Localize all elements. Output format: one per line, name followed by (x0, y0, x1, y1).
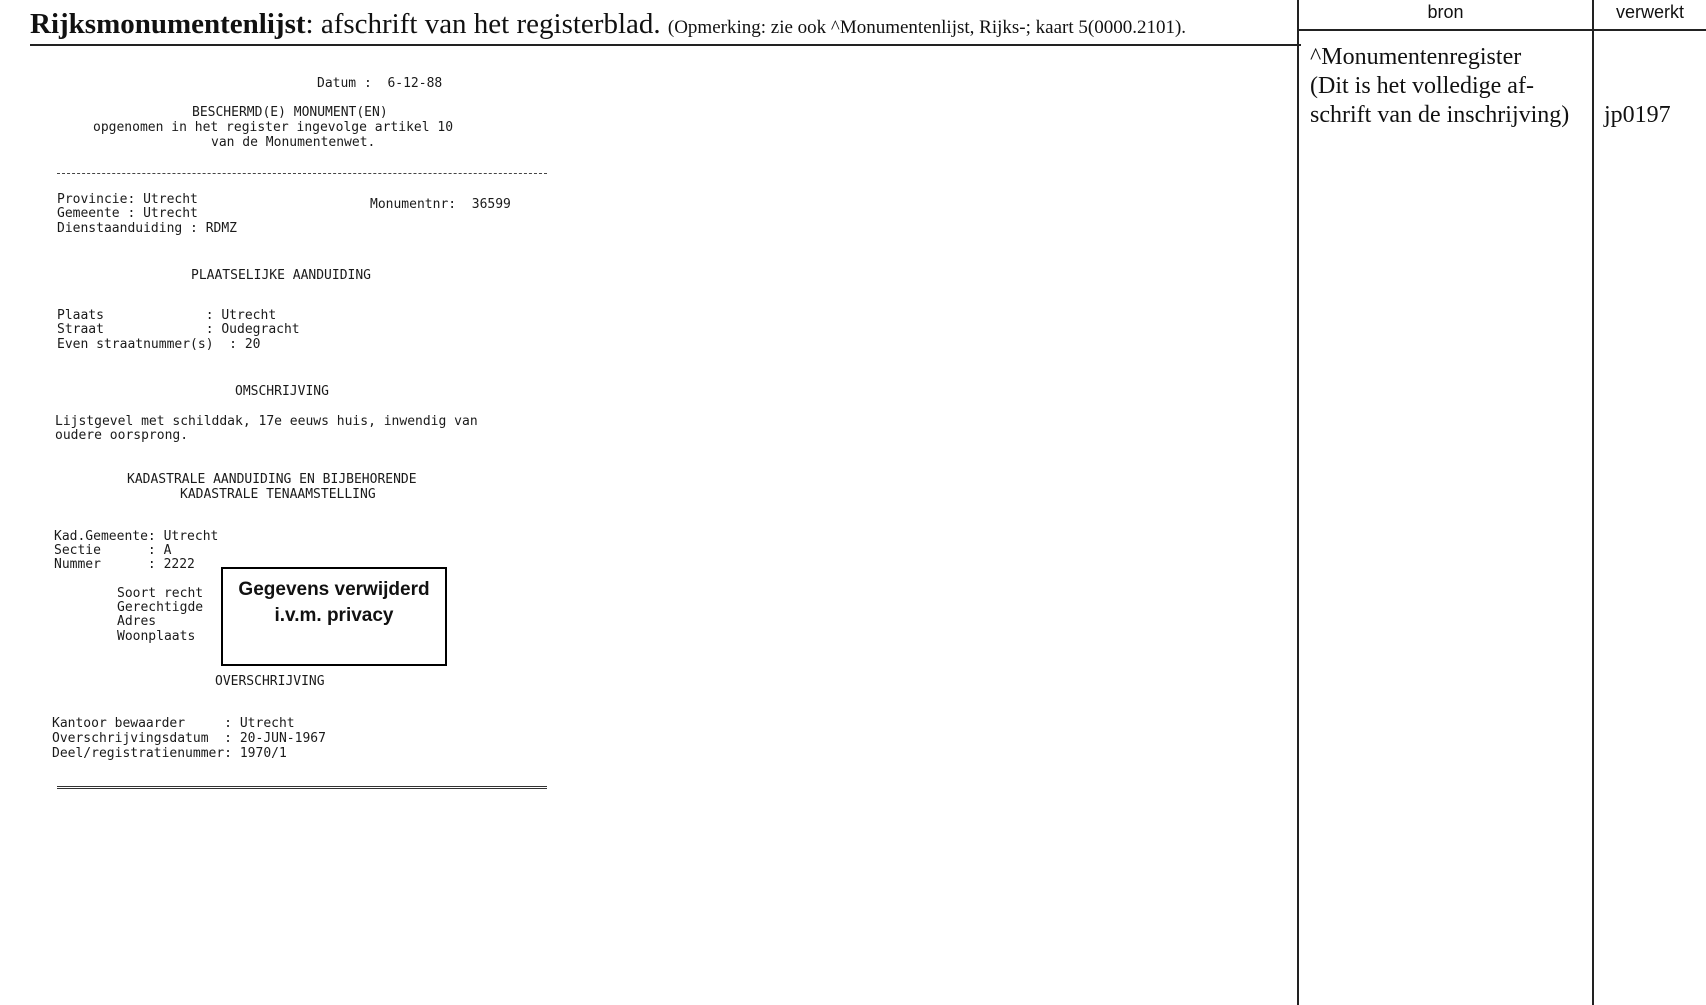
omschrijving-line-1: Lijstgevel met schilddak, 17e eeuws huis, inwendig van (55, 414, 478, 429)
kantoor-bewaarder-field: Kantoor bewaarder : Utrecht (52, 716, 295, 731)
double-separator (57, 786, 547, 789)
title-note: (Opmerking: zie ook ^Monumentenlijst, Rijks-; kaart 5(0000.2101). (667, 17, 1187, 38)
adres-label: Adres (117, 614, 157, 629)
plaats-field: Plaats : Utrecht (57, 308, 277, 323)
nummer-field: Nummer : 2222 (54, 557, 195, 572)
verwerkt-entry: jp0197 (1604, 102, 1671, 128)
dashed-separator (57, 173, 547, 174)
register-subheading-2: van de Monumentenwet. (211, 135, 376, 150)
title-bold: Rijksmonumentenlijst (30, 8, 306, 40)
overschrijving-heading: OVERSCHRIJVING (215, 674, 325, 689)
woonplaats-label: Woonplaats (117, 629, 196, 644)
dienstaanduiding-field: Dienstaanduiding : RDMZ (57, 221, 238, 236)
monumentnr-field: Monumentnr: 36599 (370, 197, 511, 212)
redaction-line-2: i.v.m. privacy (274, 605, 394, 626)
provincie-field: Provincie: Utrecht (57, 192, 198, 207)
page-title (30, 2, 1186, 50)
title-rest: : afschrift van het registerblad. (305, 8, 661, 40)
column-heading-bron: bron (1427, 2, 1464, 22)
register-subheading: opgenomen in het register ingevolge artikel 10 (93, 120, 454, 135)
bron-entry: ^Monumentenregister (Dit is het volledige af- schrift van de inschrijving) (1310, 44, 1570, 128)
straat-field: Straat : Oudegracht (57, 322, 300, 337)
plaatselijke-aanduiding-heading: PLAATSELIJKE AANDUIDING (191, 268, 372, 283)
column-header-rule (1297, 29, 1706, 31)
gemeente-field: Gemeente : Utrecht (57, 206, 198, 221)
column-heading-verwerkt: verwerkt (1615, 2, 1684, 22)
column-divider-verwerkt (1592, 0, 1594, 1005)
kadastrale-heading-2: KADASTRALE TENAAMSTELLING (180, 487, 376, 502)
registratienummer-field: Deel/registratienummer: 1970/1 (52, 746, 287, 761)
overschrijvingsdatum-field: Overschrijvingsdatum : 20-JUN-1967 (52, 731, 326, 746)
straatnummer-field: Even straatnummer(s) : 20 (57, 337, 261, 352)
register-date: Datum : 6-12-88 (317, 76, 443, 91)
kad-gemeente-field: Kad.Gemeente: Utrecht (54, 529, 219, 544)
header-rule (30, 44, 1301, 46)
soort-recht-label: Soort recht (117, 586, 204, 601)
kadastrale-heading-1: KADASTRALE AANDUIDING EN BIJBEHORENDE (127, 472, 417, 487)
column-divider-bron (1297, 0, 1299, 1005)
sectie-field: Sectie : A (54, 543, 172, 558)
omschrijving-line-2: oudere oorsprong. (55, 428, 189, 443)
register-heading: BESCHERMD(E) MONUMENT(EN) (192, 105, 388, 120)
privacy-redaction-box (221, 567, 447, 666)
omschrijving-heading: OMSCHRIJVING (235, 384, 329, 399)
redaction-line-1: Gegevens verwijderd (238, 579, 430, 600)
gerechtigde-label: Gerechtigde (117, 600, 204, 615)
